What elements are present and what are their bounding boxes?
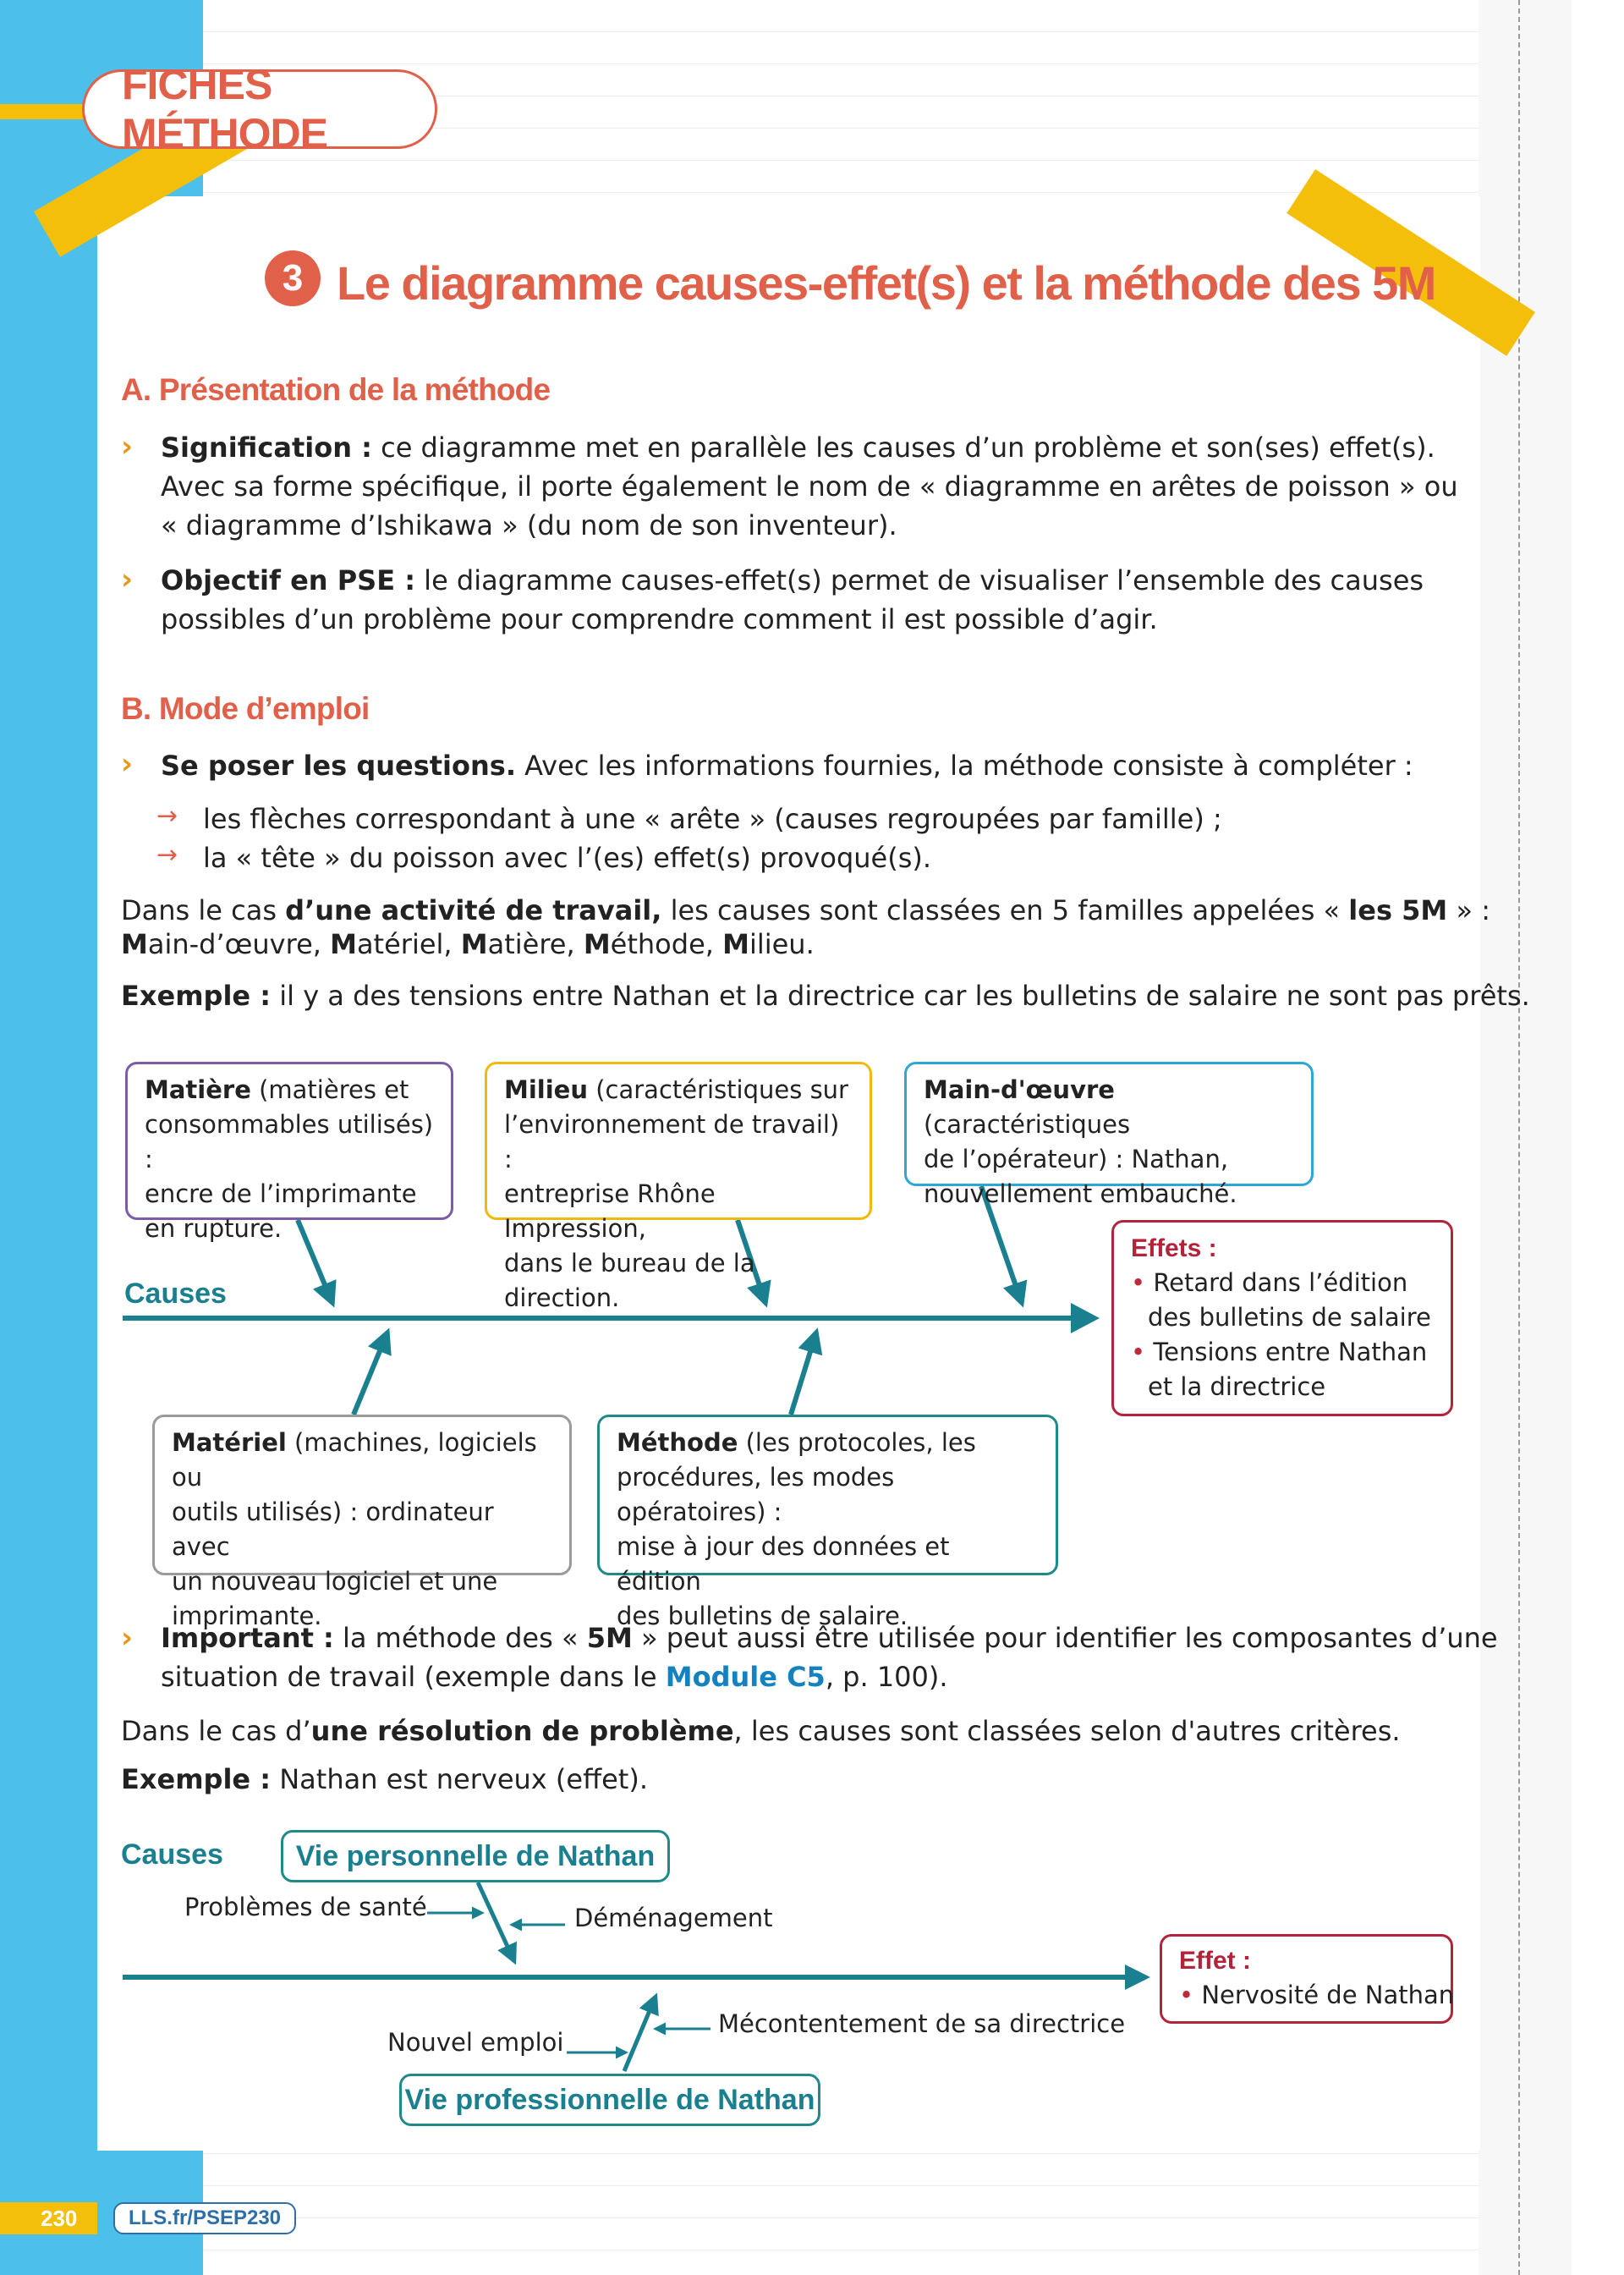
text: situation de travail (exemple dans le bbox=[161, 1661, 666, 1693]
causes-label: Causes bbox=[124, 1278, 227, 1310]
sub-cause-sante: Problèmes de santé bbox=[184, 1893, 427, 1921]
effects-title: Effets : bbox=[1131, 1234, 1217, 1262]
text: éthode, bbox=[610, 928, 723, 960]
text: , p. 100). bbox=[825, 1661, 948, 1693]
effect-item: Tensions entre Nathan bbox=[1153, 1338, 1428, 1366]
text: Dans le cas bbox=[121, 894, 286, 926]
bullet-dot-icon: • bbox=[1131, 1268, 1154, 1297]
box-text: mise à jour des données et édition bbox=[617, 1532, 950, 1596]
bullet-bold: Important : bbox=[161, 1622, 334, 1654]
sub-cause-nouvel-emploi: Nouvel emploi bbox=[387, 2028, 564, 2057]
example-text: il y a des tensions entre Nathan et la directrice car les bulletins de salaire ne sont pas prêts. bbox=[271, 980, 1530, 1012]
footer-link[interactable]: LLS.fr/PSEP230 bbox=[113, 2202, 296, 2234]
text: , les causes sont classées selon d'autres critères. bbox=[733, 1715, 1401, 1747]
effect-item: Nervosité de Nathan bbox=[1201, 1981, 1455, 2009]
cause-box-methode bbox=[597, 1415, 1058, 1630]
cause-box-milieu bbox=[485, 1062, 872, 1312]
box-text: un nouveau logiciel et une bbox=[172, 1567, 498, 1596]
m-letter: M bbox=[121, 928, 148, 960]
bullet-bold: Objectif en PSE : bbox=[161, 564, 415, 596]
m-letter: M bbox=[583, 928, 611, 960]
methode-arrow bbox=[791, 1333, 816, 1415]
box-text: dans le bureau de la direction. bbox=[504, 1249, 755, 1312]
cause-box-materiel bbox=[152, 1415, 572, 1630]
box-text: l’environnement de travail) : bbox=[504, 1110, 840, 1173]
text: » : bbox=[1447, 894, 1490, 926]
title-number-badge: 3 bbox=[265, 250, 321, 306]
bullet-important bbox=[161, 1618, 1498, 1696]
page-title: Le diagramme causes-effet(s) et la méthode des 5M bbox=[337, 256, 1435, 310]
bullet-text: ce diagramme met en parallèle les causes d’un problème et son(ses) effet(s). bbox=[371, 431, 1435, 464]
text-bold: d’une activité de travail, bbox=[285, 894, 662, 926]
page-number: 230 bbox=[41, 2206, 78, 2231]
box-text: en rupture. bbox=[145, 1214, 283, 1243]
problem-paragraph bbox=[121, 1712, 1401, 1750]
arrow-right-icon: → bbox=[156, 801, 178, 831]
effect-box-2 bbox=[1160, 1934, 1453, 2024]
box-text: consommables utilisés) : bbox=[145, 1110, 434, 1173]
example-line-2 bbox=[121, 1760, 648, 1799]
box-text: encre de l’imprimante bbox=[145, 1179, 417, 1208]
chevron-icon: › bbox=[121, 747, 134, 781]
box-title: Milieu bbox=[504, 1075, 588, 1104]
cause-family-pro: Vie professionnelle de Nathan bbox=[399, 2074, 820, 2126]
sub-cause-demenagement: Déménagement bbox=[574, 1904, 773, 1932]
box-text: (les protocoles, les bbox=[738, 1428, 976, 1457]
text: la méthode des « bbox=[333, 1622, 587, 1654]
text: atière, bbox=[487, 928, 584, 960]
effect-title: Effet : bbox=[1179, 1947, 1251, 1975]
m-letter: M bbox=[722, 928, 749, 960]
cause-box-matiere bbox=[125, 1062, 453, 1243]
module-link[interactable]: Module C5 bbox=[665, 1661, 826, 1693]
text: ilieu. bbox=[749, 928, 815, 960]
chevron-icon: › bbox=[121, 563, 134, 596]
box-text: de l’opérateur) : Nathan, bbox=[924, 1145, 1229, 1173]
chevron-icon: › bbox=[121, 430, 134, 464]
box-title: Main-d'œuvre bbox=[924, 1075, 1115, 1104]
box-text: outils utilisés) : ordinateur avec bbox=[172, 1497, 494, 1561]
box-title: Méthode bbox=[617, 1428, 738, 1457]
spine-arrowhead bbox=[1071, 1303, 1100, 1333]
box-text: procédures, les modes opératoires) : bbox=[617, 1463, 895, 1526]
sub-item: les flèches correspondant à une « arête » (causes regroupées par famille) ; bbox=[203, 803, 1222, 835]
chevron-icon: › bbox=[121, 1621, 134, 1655]
m-letter: M bbox=[460, 928, 488, 960]
text-bold: une résolution de problème bbox=[310, 1715, 734, 1747]
box-text: (caractéristiques bbox=[924, 1110, 1131, 1139]
bullet-text: possibles d’un problème pour comprendre comment il est possible d’agir. bbox=[161, 603, 1158, 635]
text-bold: 5M bbox=[586, 1622, 633, 1654]
box-text: entreprise Rhône Impression, bbox=[504, 1179, 716, 1243]
cause-family-perso: Vie personnelle de Nathan bbox=[281, 1830, 670, 1882]
text: Dans le cas d’ bbox=[121, 1715, 311, 1747]
box-title: Matière bbox=[145, 1075, 251, 1104]
perso-arrow bbox=[478, 1882, 514, 1961]
bullet-dot-icon: • bbox=[1131, 1338, 1154, 1366]
box-text: (machines, logiciels ou bbox=[172, 1428, 537, 1492]
bullet-text: le diagramme causes-effet(s) permet de visualiser l’ensemble des causes bbox=[415, 564, 1424, 596]
section-b-heading: B. Mode d’emploi bbox=[121, 691, 370, 726]
box-title: Matériel bbox=[172, 1428, 287, 1457]
m-letter: M bbox=[330, 928, 357, 960]
materiel-arrow bbox=[354, 1333, 387, 1415]
sub-item: la « tête » du poisson avec l’(es) effet(s) provoqué(s). bbox=[203, 842, 932, 874]
example-text: Nathan est nerveux (effet). bbox=[271, 1763, 648, 1795]
bullet-text: « diagramme d’Ishikawa » (du nom de son inventeur). bbox=[161, 509, 897, 541]
sub-cause-mecontentement: Mécontentement de sa directrice bbox=[718, 2009, 1126, 2038]
example-label: Exemple : bbox=[121, 1763, 272, 1795]
text: les causes sont classées en 5 familles appelées « bbox=[661, 894, 1349, 926]
section-a-heading: A. Présentation de la méthode bbox=[121, 372, 551, 407]
bullet-bold: Signification : bbox=[161, 431, 372, 464]
arrow-right-icon: → bbox=[156, 840, 178, 870]
box-text: imprimante. bbox=[172, 1602, 322, 1630]
box-text: (matières et bbox=[250, 1075, 409, 1104]
page-number-tab bbox=[0, 2202, 97, 2234]
effect-item: des bulletins de salaire bbox=[1148, 1303, 1431, 1332]
bullet-dot-icon: • bbox=[1179, 1981, 1202, 2009]
text: » peut aussi être utilisée pour identifier les composantes d’une bbox=[632, 1622, 1498, 1654]
bullet-text: Avec les informations fournies, la méthode consiste à compléter : bbox=[515, 750, 1413, 782]
bullet-text: Avec sa forme spécifique, il porte également le nom de « diagramme en arêtes de poisson » ou bbox=[161, 470, 1458, 503]
text: ain-d’œuvre, bbox=[147, 928, 331, 960]
text: atériel, bbox=[356, 928, 461, 960]
box-text: (caractéristiques sur bbox=[588, 1075, 848, 1104]
effect-item: Retard dans l’édition bbox=[1153, 1268, 1408, 1297]
spine-arrowhead-2 bbox=[1125, 1965, 1150, 1990]
box-text: des bulletins de salaire. bbox=[617, 1602, 908, 1630]
causes-label-2: Causes bbox=[121, 1838, 223, 1871]
effects-box bbox=[1111, 1220, 1453, 1416]
cause-box-main-oeuvre bbox=[904, 1062, 1314, 1208]
bullet-bold: Se poser les questions. bbox=[161, 750, 516, 782]
section-header-label: FICHES MÉTHODE bbox=[122, 61, 327, 157]
pro-arrow bbox=[624, 1997, 656, 2071]
example-label: Exemple : bbox=[121, 980, 272, 1012]
text-bold: les 5M bbox=[1348, 894, 1448, 926]
box-text: nouvellement embauché. bbox=[924, 1179, 1237, 1208]
effect-item: et la directrice bbox=[1148, 1372, 1326, 1401]
